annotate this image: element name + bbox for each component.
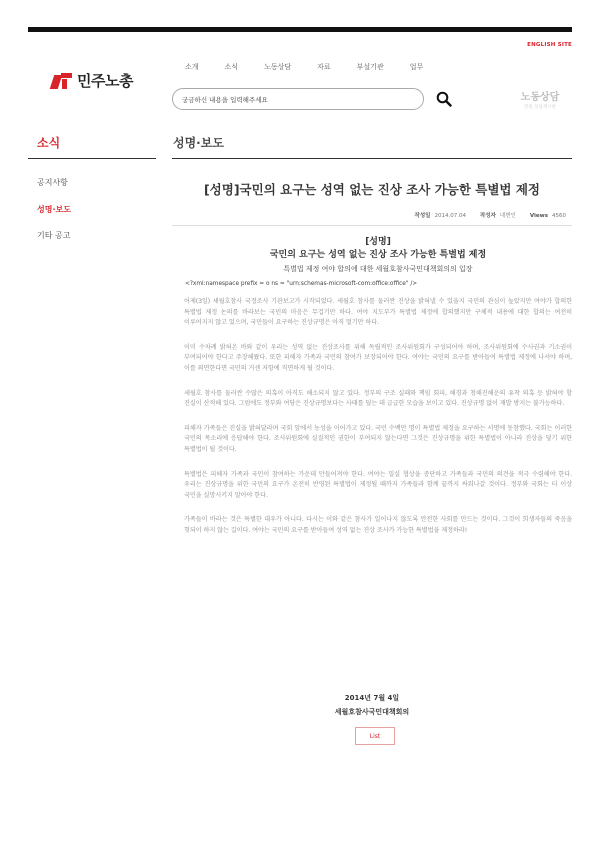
- views-label: Views: [529, 213, 548, 219]
- post-views: 4560: [552, 213, 566, 219]
- content-heading-tag: [성명]: [365, 237, 391, 247]
- sign-date: 2014년 7월 4일: [344, 694, 400, 702]
- content-paragraph: 이미 수차례 밝혀온 바와 같이 우리는 성역 없는 진상조사를 위해 독립적인 조사위원회가 구성되어야 하며, 조사위원회에 수사권과 기소권이 부여되어야 한다고 주장해왔다. 또한 피해자 가족과 국민의 참여가 보장되어야 한다. 여야는 국민의 요구를 받아들여 특별법 제정에 나서야 하며, 이를 외면한다면 국민의 거센 저항에 직면하게 될 것이다.: [184, 343, 572, 372]
- consult-title: 노동상담: [520, 92, 560, 103]
- page-divider: [172, 158, 572, 159]
- post-author: 대변인: [499, 213, 516, 219]
- consult-subtitle: 민원 상담게시판: [524, 105, 556, 110]
- logo-text: 민주노총: [77, 72, 133, 90]
- list-button[interactable]: List: [355, 727, 395, 745]
- content-paragraph: 세월호 참사를 둘러싼 수많은 의혹이 아직도 해소되지 않고 있다. 정부의 구조 실패와 책임 회피, 해경과 청해진해운의 유착 의혹 등 밝혀야 할 진실이 산적해 있다. 그럼에도 정부와 여당은 진상규명보다는 사태를 덮는 데 급급한 모습을 보이고 있다. 진상규명 없이 재발 방지는 불가능하다.: [184, 389, 572, 408]
- english-site-link[interactable]: ENGLISH SITE: [527, 42, 572, 48]
- content-paragraph: 특별법은 피해자 가족과 국민이 참여하는 가운데 만들어져야 한다. 여야는 밀실 협상을 중단하고 가족들과 국민의 의견을 적극 수렴해야 한다. 우리는 진상규명을 위한 국민의 요구가 온전히 반영된 특별법이 제정될 때까지 가족들과 함께 끝까지 싸워나갈 것이다. 정부와 국회는 더 이상 국민을 실망시키지 말아야 한다.: [184, 470, 572, 499]
- main-nav: [185, 62, 449, 72]
- sidebar-item-press[interactable]: 성명·보도: [37, 205, 71, 214]
- meta-divider: [172, 225, 572, 226]
- nav-item-news[interactable]: 소식: [224, 63, 239, 71]
- sidebar-item-other[interactable]: 기타 공고: [37, 231, 71, 240]
- search-input[interactable]: [182, 95, 414, 103]
- post-title: [성명]국민의 요구는 성역 없는 진상 조사 가능한 특별법 제정: [203, 182, 541, 197]
- consult-link[interactable]: [512, 88, 568, 110]
- sidebar-divider: [28, 158, 156, 159]
- author-label: 작성자: [479, 213, 496, 219]
- content-paragraph: 피해자 가족들은 진실을 밝혀달라며 국회 앞에서 농성을 이어가고 있다. 국민 수백만 명이 특별법 제정을 요구하는 서명에 동참했다. 국회는 이러한 국민의 목소리에 응답해야 한다. 조사위원회에 실질적인 권한이 부여되지 않는다면 그것은 진상규명을 위한 특별법이 아니라 진상을 덮기 위한 특별법이 될 것이다.: [184, 424, 572, 453]
- sidebar-item-notice[interactable]: 공지사항: [37, 178, 68, 187]
- post-date: 2014.07.04: [434, 213, 466, 219]
- search-icon[interactable]: [436, 91, 452, 107]
- content-heading: 국민의 요구는 성역 없는 진상 조사 가능한 특별법 제정: [269, 250, 487, 260]
- site-logo[interactable]: [52, 70, 133, 91]
- logo-mark-icon: [52, 73, 74, 89]
- content-paragraph: 어제(3일) 세월호참사 국정조사 기관보고가 시작되었다. 세월호 참사를 둘러싼 진상을 밝혀낼 수 있을지 국민의 관심이 높았지만 여야가 합의한 특별법 제정 논의를 바라보는 국민의 마음은 무겁기만 하다. 여야 지도부가 특별법 제정에 합의했지만 구체적 내용에 대한 합의는 여전히 이루어지지 않고 있으며, 국민들이 요구하는 진상규명은 아직 멀기만 하다.: [184, 298, 572, 327]
- nav-item-consult[interactable]: 노동상담: [264, 63, 292, 71]
- sign-org: 세월호참사국민대책회의: [334, 708, 410, 716]
- nav-item-work[interactable]: 업무: [409, 63, 424, 71]
- sidebar-title: 소식: [37, 136, 61, 150]
- nav-item-affiliates[interactable]: 부설기관: [356, 63, 384, 71]
- content-xml-line: <?xml:namespace prefix = o ns = "urn:schemas-microsoft-com:office:office" />: [185, 281, 418, 287]
- date-label: 작성일: [414, 213, 431, 219]
- post-content: [184, 236, 572, 537]
- nav-item-resources[interactable]: 자료: [317, 63, 331, 71]
- top-bar: [28, 27, 572, 32]
- content-paragraph: 가족들이 바라는 것은 특별한 대우가 아니다. 다시는 이와 같은 참사가 일어나지 않도록 안전한 사회를 만드는 것이다. 그것이 희생자들의 죽음을 헛되이 하지 않는 길이다. 여야는 국민의 요구를 받아들여 성역 없는 진상 조사가 가능한 특별법을 제정하라!: [184, 516, 572, 534]
- page-title: 성명·보도: [173, 136, 224, 150]
- post-meta: [415, 211, 567, 219]
- content-subheading: 특별법 제정 여야 합의에 대한 세월호참사국민대책회의의 입장: [283, 265, 473, 273]
- search-box: [172, 88, 424, 110]
- nav-item-about[interactable]: 소개: [185, 63, 199, 71]
